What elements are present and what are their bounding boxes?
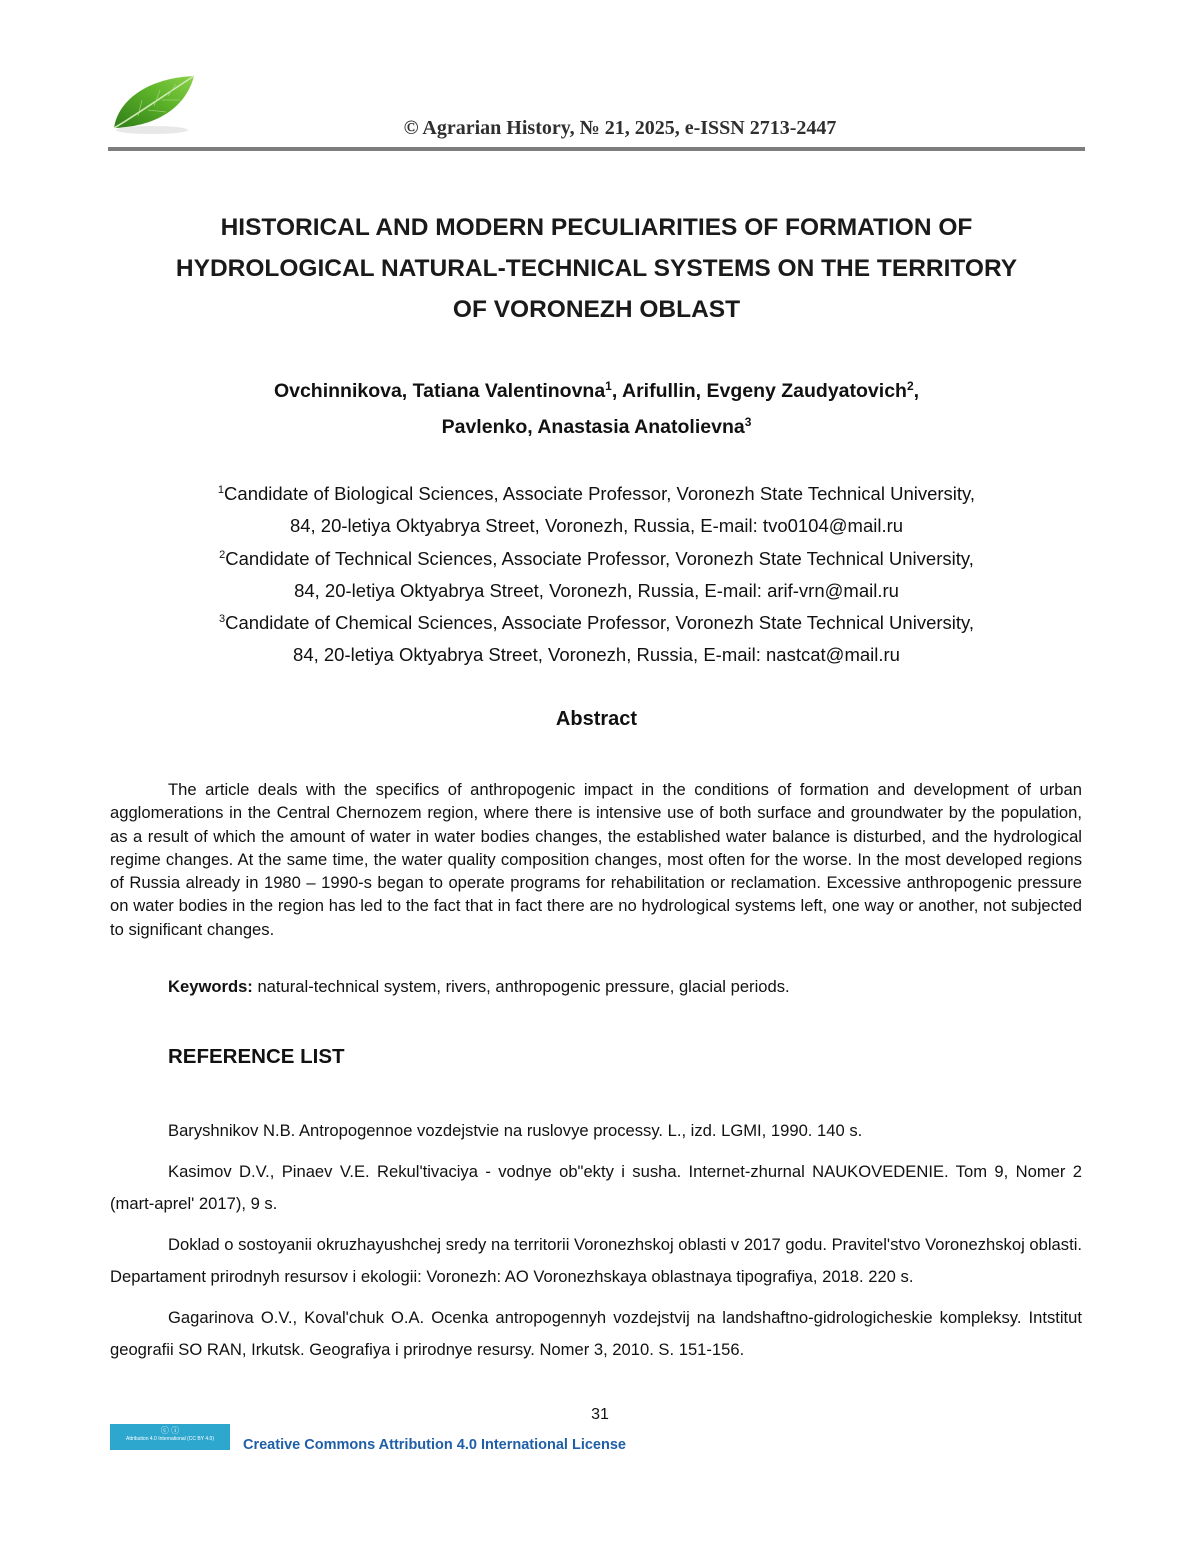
affiliation-superscript: 1 <box>217 484 225 496</box>
reference-item: Baryshnikov N.B. Antropogennoe vozdejstvie na ruslovye processy. L., izd. LGMI, 1990. 140 s. <box>168 1121 863 1140</box>
keywords-text: natural-technical system, rivers, anthropogenic pressure, glacial periods. <box>252 977 790 996</box>
license-link[interactable]: Creative Commons Attribution 4.0 International License <box>243 1437 626 1453</box>
cc-license-badge[interactable] <box>110 1424 230 1450</box>
abstract-text: The article deals with the specifics of anthropogenic impact in the conditions of formation and development of urban agglomerations in the Central Chernozem region, where there is intensive use of both surface and groundwater by the population, as a result of which the amount of water in water bodies changes, the established water balance is disturbed, and the hydrological regime changes. At the same time, the water quality composition changes, most often for the worse. In the most developed regions of Russia already in 1980 – 1990-s began to operate programs for rehabilitation or reclamation. Excessive anthropogenic pressure on water bodies in the region has led to the fact that in fact there are no hydrological systems left, one way or another, not subjected to significant changes. <box>110 780 1082 939</box>
header-divider <box>108 147 1085 151</box>
badge-text: Attribution 4.0 International (CC BY 4.0) <box>125 1436 214 1442</box>
affiliation-line: Candidate of Technical Sciences, Associate Professor, Voronezh State Technical University, <box>225 547 974 569</box>
reference-item: Kasimov D.V., Pinaev V.E. Rekul'tivaciya - vodnye ob"ekty i susha. Internet-zhurnal NAUKOVEDENIE. Tom 9, Nomer 2 (mart-aprel' 2017), 9 s. <box>110 1161 1082 1213</box>
affiliation-line: 84, 20-letiya Oktyabrya Street, Voronezh, Russia, E-mail: tvo0104@mail.ru <box>289 515 904 537</box>
affiliation-line: Candidate of Biological Sciences, Associate Professor, Voronezh State Technical University, <box>224 483 976 504</box>
author-separator: , <box>611 380 622 402</box>
author-separator: , <box>913 380 920 402</box>
reference-item: Doklad o sostoyanii okruzhayushchej sredy na territorii Voronezhskoj oblasti v 2017 godu. Pravitel'stvo Voronezhskoj oblasti. Departament prirodnyh resursov i ekologii: Voronezh: AO Voronezhskaya oblastnaya tipografiya, 2018. 220 s. <box>110 1234 1082 1286</box>
leaf-logo-icon <box>108 70 200 136</box>
author-superscript: 1 <box>605 379 612 393</box>
abstract-body <box>110 778 1082 941</box>
author-superscript: 3 <box>744 415 752 429</box>
author-superscript: 2 <box>906 379 914 393</box>
journal-header: © Agrarian History, № 21, 2025, e-ISSN 2713-2447 <box>403 117 837 139</box>
affiliation-superscript: 3 <box>218 613 226 626</box>
reference-list <box>110 1115 1082 1375</box>
title-line: HISTORICAL AND MODERN PECULIARITIES OF FORMATION OF <box>220 214 973 241</box>
author-name: Arifullin, Evgeny Zaudyatovich <box>621 380 907 402</box>
title-line: OF VORONEZH OBLAST <box>452 296 741 323</box>
affiliations <box>108 478 1085 672</box>
keywords <box>168 977 790 997</box>
reference-item: Gagarinova O.V., Koval'chuk O.A. Ocenka antropogennyh vozdejstvij na landshaftno-gidrologicheskie kompleksy. Intstitut geografii SO RAN, Irkutsk. Geografiya i prirodnye resursy. Nomer 3, 2010. S. 151-156. <box>110 1307 1082 1359</box>
author-name: Ovchinnikova, Tatiana Valentinovna <box>273 380 606 402</box>
article-title <box>108 207 1085 330</box>
author-list <box>108 373 1085 445</box>
affiliation-line: 84, 20-letiya Oktyabrya Street, Voronezh, Russia, E-mail: arif-vrn@mail.ru <box>294 579 899 601</box>
keywords-label: Keywords: <box>168 977 253 996</box>
author-name: Pavlenko, Anastasia Anatolievna <box>441 416 745 438</box>
affiliation-line: Candidate of Chemical Sciences, Associate Professor, Voronezh State Technical University, <box>225 612 975 634</box>
title-line: HYDROLOGICAL NATURAL-TECHNICAL SYSTEMS ON THE TERRITORY <box>175 255 1018 282</box>
page-number: 31 <box>591 1406 609 1423</box>
reference-list-heading: REFERENCE LIST <box>168 1045 345 1068</box>
cc-by-icon: ⓒ ⓘ <box>160 1426 180 1435</box>
affiliation-superscript: 2 <box>219 548 226 561</box>
affiliation-line: 84, 20-letiya Oktyabrya Street, Voronezh, Russia, E-mail: nastcat@mail.ru <box>293 644 900 666</box>
abstract-heading: Abstract <box>555 708 638 730</box>
